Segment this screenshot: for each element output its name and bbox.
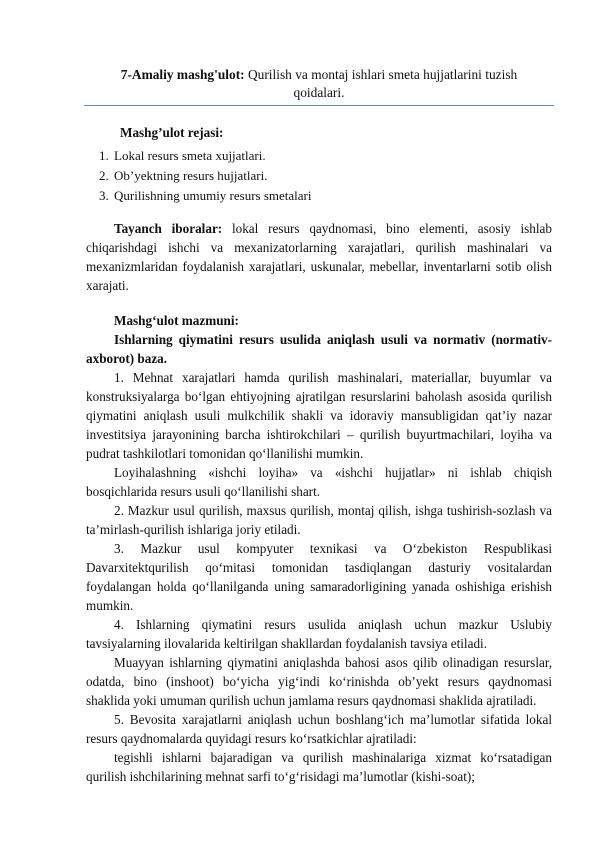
keywords-paragraph bbox=[86, 219, 552, 295]
plan-item: 3. Qurilishning umumiy resurs smetalari bbox=[112, 186, 552, 206]
plan-item: 2. Ob’yektning resurs hujjatlari. bbox=[112, 166, 552, 186]
plan-list bbox=[86, 146, 552, 206]
keywords-text: lokal resurs qaydnomasi, bino elementi, asosiy ishlab chiqarishdagi ishchi va mexanizatorlarning xarajatlari, qurilish mashinalari va mexanizmlaridan foydalanish xarajatlari, uskunalar, mebellar, inventarlarni sotib olish xarajati. bbox=[86, 221, 552, 293]
body-paragraph: tegishli ishlarni bajaradigan va qurilish mashinalariga xizmat ko‘rsatadigan qurilish ishchilarining mehnat sarfi to‘g‘risidagi ma’lumotlar (kishi-soat); bbox=[86, 750, 552, 784]
title-text: Qurilish va montaj ishlari smeta hujjatlarini tuzish qoidalari. bbox=[244, 67, 518, 100]
body-paragraph: 1. Mehnat xarajatlari hamda qurilish mashinalari, materiallar, buyumlar va konstruksiyalarga bo‘lgan ehtiyojning ajratilgan resurslarini baholash asosida qurilish qiymatini aniqlash usuli mulkchilik shakli va idoraviy mansubligidan qat’iy nazar investitsiya jarayonining barcha ishtirokchilari – qurilish buyurtmachilari, loyiha va pudrat tashkilotlari tomonidan qo‘llanilishi mumkin. bbox=[86, 370, 552, 461]
plan-item: 1. Lokal resurs smeta xujjatlari. bbox=[112, 146, 552, 166]
body-paragraph: Muayyan ishlarning qiymatini aniqlashda bahosi asos qilib olinadigan resurslar, odatda, bino (inshoot) bo‘yicha yig‘indi ko‘rinishda ob’yekt resurs qaydnomasi shaklida yoki umuman qurilish uchun jamlama resurs qaydnomasi shaklida ajratiladi. bbox=[86, 655, 552, 708]
body-paragraph: 3. Mazkur usul kompyuter texnikasi va O‘zbekiston Respublikasi Davarxitektqurilish qo‘mitasi tomonidan tasdiqlangan dasturiy vositalardan foydalangan holda qo‘llanilganda uning samaradorligining yanada oshishiga erishish mumkin. bbox=[86, 541, 552, 613]
keywords-label: Tayanch iboralar: bbox=[114, 221, 223, 236]
title-label: 7-Amaliy mashg'ulot: bbox=[120, 67, 245, 82]
page-title bbox=[98, 66, 540, 102]
body-paragraph: 4. Ishlarning qiymatini resurs usulida aniqlash uchun mazkur Uslubiy tavsiyalarning ilovalarida keltirilgan shakllardan foydalanish tavsiya etiladi. bbox=[86, 617, 552, 651]
body-paragraph: 5. Bevosita xarajatlarni aniqlash uchun boshlang‘ich ma’lumotlar sifatida lokal resurs qaydnomalarda quyidagi resurs ko‘rsatkichlar ajratiladi: bbox=[86, 712, 552, 746]
body-paragraph: 2. Mazkur usul qurilish, maxsus qurilish, montaj qilish, ishga tushirish-sozlash va ta’mirlash-qurilish ishlariga joriy etiladi. bbox=[86, 503, 552, 537]
body-paragraph: Loyihalashning «ishchi loyiha» va «ishchi hujjatlar» ni ishlab chiqish bosqichlarida resurs usuli qo‘llanilishi shart. bbox=[86, 465, 552, 499]
content-subheading: Ishlarning qiymatini resurs usulida aniqlash usuli va normativ (normativ-axborot) baza. bbox=[86, 332, 552, 366]
content-heading: Mashg‘ulot mazmuni: bbox=[114, 313, 239, 328]
plan-heading: Mashg’ulot rejasi: bbox=[120, 125, 224, 140]
title-divider bbox=[84, 105, 554, 106]
document-page bbox=[86, 66, 552, 786]
